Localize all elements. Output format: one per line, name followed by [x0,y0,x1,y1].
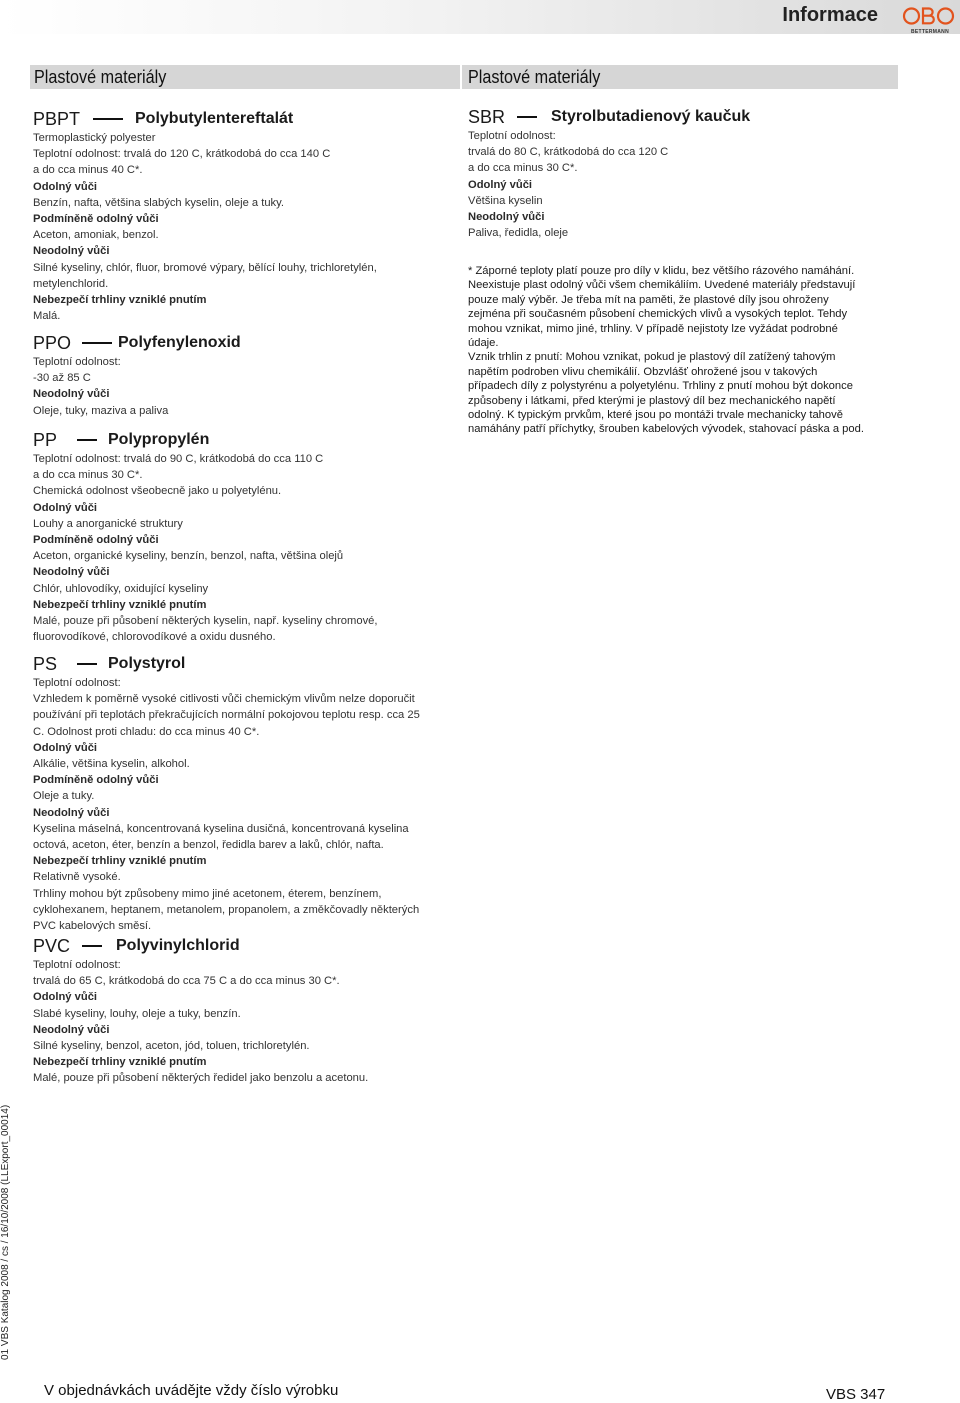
entry-pbpt [33,108,433,324]
body-text: Teplotní odolnost: trvalá do 120 C, krátkodobá do cca 140 C [33,148,331,161]
em-dash [93,118,123,120]
catalog-vertical-label: 01 VBS Katalog 2008 / cs / 16/10/2008 (LLExport_00014) [0,1104,11,1360]
entry-ppo [33,332,433,419]
body-text: Aceton, organické kyseliny, benzín, benzol, nafta, většina olejů [33,550,344,563]
keyword-label: Neodolný vůči [33,566,110,579]
keyword-label: Odolný vůči [33,501,98,514]
body-text: Teplotní odolnost: [33,677,121,689]
keyword-label: Nebezpečí trhliny vzniklé pnutím [33,1056,207,1069]
body-text: -30 až 85 C [33,372,91,385]
section-title-right: Plastové materiály [468,67,601,87]
body-text: Chlór, uhlovodíky, oxidující kyseliny [33,582,209,595]
body-text: trvalá do 80 C, krátkodobá do cca 120 C [468,146,669,159]
keyword-label: Odolný vůči [33,991,98,1004]
body-text: Relativně vysoké. [33,871,121,884]
note-resistance: Neexistuje plast odolný vůči všem chemikáliím. Uvedené materiály představují pouze malý výběr. Je třeba mít na paměti, že plastové díly jsou ohroženy zejména při současném působení chemických vlivů a vysokých teplot. Tehdy mohou vznikat, mimo jiné, trhliny. V případě nejistoty lze vyžádat podrobné údaje. [468,279,856,350]
entry-sbr [468,106,868,241]
material-name: Styrolbutadienový kaučuk [551,108,751,125]
keyword-label: Podmíněně odolný vůči [33,213,159,226]
body-text: Teplotní odolnost: [33,356,121,368]
entry-heading: PBPT Polybutylentereftalát [33,109,294,129]
keyword-label: Odolný vůči [33,180,98,193]
keyword-label: Neodolný vůči [33,245,110,258]
body-text: Louhy a anorganické struktury [33,517,183,530]
body-text: Malé, pouze při působení některých kyselin, např. kyseliny chromové, fluorovodíkové, chlorovodíkové a oxidu dusného. [33,615,378,644]
entry-heading: PPO Polyfenylenoxid [33,333,241,353]
entry-lines [468,128,868,241]
entry-pvc [33,935,433,1087]
note-stress-cracks: Vznik trhlin z pnutí: Mohou vznikat, pokud je plastový díl zatížený tahovým napětím podroben vlivu chemikálií. Obzvlášť ohrožené jsou v takových případech díly z polystyrénu a polyetylénu. Trhliny z pnutí mohou být dokonce způsobeny i látkami, před kterými je plastový díl bez mechanického napětí odolný. K typickým prvkům, které jsou po montáži trvale mechanicky tahově namáhány patří příchytky, šrouben kabelových vývodek, stahovací páska a pod. [468,351,864,436]
logo-subtitle: BETTERMANN [911,29,949,35]
body-text: Termoplastický polyester [33,132,156,144]
entry-heading: PS Polystyrol [33,654,186,674]
entry-pp [33,429,433,645]
body-text: Teplotní odolnost: [33,959,121,971]
em-dash [517,116,537,118]
entry-lines [33,675,433,934]
keyword-label: Odolný vůči [33,741,98,754]
body-text: Silné kyseliny, chlór, fluor, bromové výpary, bělící louhy, trichloretylén, metylenchlorid. [33,261,377,290]
footer-order-note: V objednávkách uvádějte vždy číslo výrobku [44,1382,339,1399]
body-text: Chemická odolnost všeobecně jako u polyetylénu. [33,485,282,498]
material-name: Polystyrol [108,655,186,672]
body-text: Trhliny mohou být způsobeny mimo jiné acetonem, éterem, benzínem, cyklohexanem, heptanem, metanolem, propanolem, a změkčovadly některých PVC kabelových směsí. [33,887,420,933]
keyword-label: Neodolný vůči [33,806,110,819]
body-text: a do cca minus 30 C*. [468,162,578,175]
body-text: Vzhledem k poměrně vysoké citlivosti vůči chemickým vlivům nelze doporučit používání při teplotách překračujících normální pokojovou teplotu resp. cca 25 C. Odolnost proti chladu: do cca minus 40 C*. [33,693,420,738]
body-text: Silné kyseliny, benzol, aceton, jód, toluen, trichloretylén. [33,1040,310,1053]
keyword-label: Neodolný vůči [33,1023,110,1036]
keyword-label: Nebezpečí trhliny vzniklé pnutím [33,598,207,611]
body-text: Slabé kyseliny, louhy, oleje a tuky, benzín. [33,1007,241,1020]
entry-lines [33,130,433,324]
em-dash [77,663,97,665]
material-name: Polybutylentereftalát [135,110,294,127]
notes [468,264,868,437]
entry-heading: PP Polypropylén [33,430,210,450]
body-text: Malé, pouze při působení některých ředidel jako benzolu a acetonu. [33,1072,369,1085]
entry-lines [33,451,433,645]
note-footnote: * Záporné teploty platí pouze pro díly v klidu, bez většího rázového namáhání. [468,265,855,277]
body-text: trvalá do 65 C, krátkodobá do cca 75 C a do cca minus 30 C*. [33,975,340,988]
entry-heading: PVC Polyvinylchlorid [33,936,240,956]
keyword-label: Nebezpečí trhliny vzniklé pnutím [33,294,207,307]
material-name: Polyvinylchlorid [116,937,240,954]
body-text: Teplotní odolnost: trvalá do 90 C, krátkodobá do cca 110 C [33,453,324,465]
body-text: Benzín, nafta, většina slabých kyselin, oleje a tuky. [33,196,285,209]
body-text: a do cca minus 40 C*. [33,164,143,177]
material-name: Polyfenylenoxid [118,334,241,351]
body-text: Paliva, ředidla, oleje [468,227,569,240]
section-title-left: Plastové materiály [34,67,167,87]
keyword-label: Podmíněně odolný vůči [33,774,159,787]
body-text: Oleje a tuky. [33,790,95,803]
body-text: Malá. [33,310,61,323]
entry-heading: SBR Styrolbutadienový kaučuk [468,107,751,127]
em-dash [82,945,102,947]
em-dash [77,439,97,441]
page-number: VBS 347 [826,1386,886,1403]
body-text: Aceton, amoniak, benzol. [33,229,159,242]
body-text: Většina kyselin [468,194,543,207]
entry-lines [33,354,433,419]
entry-ps [33,653,433,934]
keyword-label: Neodolný vůči [33,388,110,401]
keyword-label: Odolný vůči [468,178,533,191]
entry-lines [33,957,433,1087]
body-text: a do cca minus 30 C*. [33,469,143,482]
material-name: Polypropylén [108,431,210,448]
keyword-label: Neodolný vůči [468,211,545,224]
keyword-label: Podmíněně odolný vůči [33,534,159,547]
body-text: Teplotní odolnost: [468,130,556,142]
body-text: Oleje, tuky, maziva a paliva [33,404,169,417]
body-text: Alkálie, většina kyselin, alkohol. [33,758,190,771]
em-dash [82,342,112,344]
keyword-label: Nebezpečí trhliny vzniklé pnutím [33,855,207,868]
body-text: Kyselina máselná, koncentrovaná kyselina dusičná, koncentrovaná kyselina octová, aceton, éter, benzín a benzol, ředidla barev a laků, chlór, nafta. [33,822,409,852]
page-title: Informace [782,4,878,26]
